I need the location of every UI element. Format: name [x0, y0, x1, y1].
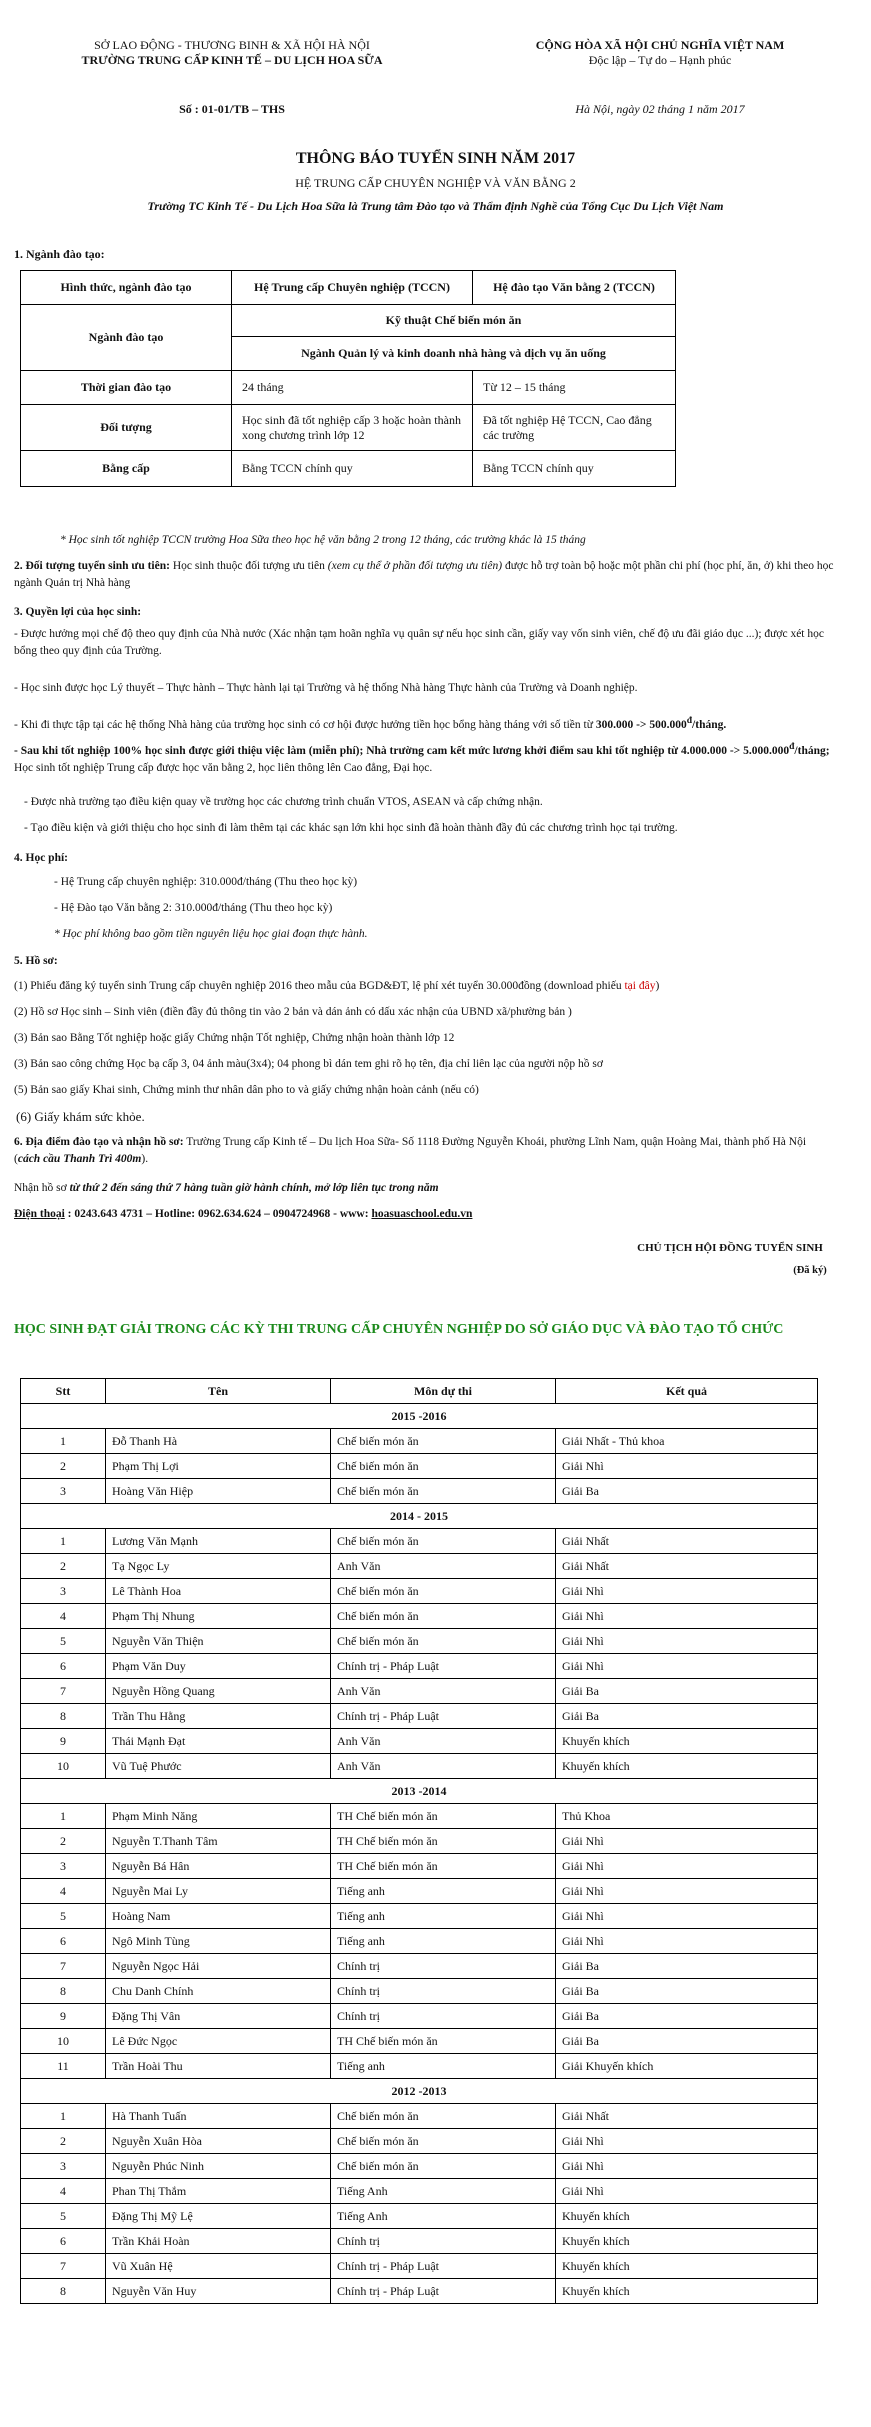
- results-body: [21, 1404, 818, 2304]
- results-award: Thủ Khoa: [556, 1804, 818, 1829]
- program-header-col1: Hình thức, ngành đào tạo: [21, 271, 232, 305]
- results-award: Giải Nhì: [556, 2129, 818, 2154]
- results-year-label: 2013 -2014: [21, 1779, 818, 1804]
- section-2: [14, 558, 834, 592]
- results-header-result: Kết quả: [556, 1379, 818, 1404]
- results-stt: 6: [21, 2229, 106, 2254]
- results-subject: Tiếng anh: [331, 2054, 556, 2079]
- results-title: HỌC SINH ĐẠT GIẢI TRONG CÁC KỲ THI TRUNG CẤP CHUYÊN NGHIỆP DO SỞ GIÁO DỤC VÀ ĐÀO TẠO TỔ CHỨC: [14, 1322, 784, 1337]
- benefit-4-unit: /tháng;: [794, 744, 830, 757]
- results-stt: 2: [21, 1454, 106, 1479]
- results-stt: 10: [21, 1754, 106, 1779]
- results-student-name: Vũ Tuệ Phước: [106, 1754, 331, 1779]
- results-year-row: [21, 1779, 818, 1804]
- results-stt: 9: [21, 2004, 106, 2029]
- results-award: Khuyến khích: [556, 2279, 818, 2304]
- results-student-name: Ngô Minh Tùng: [106, 1929, 331, 1954]
- results-stt: 4: [21, 1879, 106, 1904]
- results-stt: 2: [21, 2129, 106, 2154]
- results-table: [20, 1378, 818, 2304]
- results-award: Khuyến khích: [556, 2254, 818, 2279]
- document-item-6: (6) Giấy khám sức khỏe.: [16, 1109, 145, 1124]
- results-stt: 5: [21, 1904, 106, 1929]
- results-student-name: Tạ Ngọc Ly: [106, 1554, 331, 1579]
- section-6-heading: 6. Địa điểm đào tạo và nhận hồ sơ:: [14, 1136, 184, 1148]
- results-student-name: Nguyễn Hồng Quang: [106, 1679, 331, 1704]
- table-row: [21, 1854, 818, 1879]
- results-student-name: Phạm Văn Duy: [106, 1654, 331, 1679]
- results-award: Giải Nhì: [556, 1829, 818, 1854]
- table-row: [21, 2129, 818, 2154]
- results-student-name: Nguyễn Bá Hân: [106, 1854, 331, 1879]
- document-item-1: [14, 978, 834, 995]
- benefit-3-amount: 300.000 -> 500.000: [595, 718, 687, 731]
- results-award: Giải Nhì: [556, 1454, 818, 1479]
- results-award: Giải Nhì: [556, 1629, 818, 1654]
- results-subject: Chính trị: [331, 1954, 556, 1979]
- school-name: TRƯỜNG TRUNG CẤP KINH TẾ – DU LỊCH HOA SỮA: [81, 53, 383, 67]
- table-row: [21, 1904, 818, 1929]
- results-student-name: Phạm Thị Nhung: [106, 1604, 331, 1629]
- table-row: [21, 1429, 818, 1454]
- table-row: [21, 1979, 818, 2004]
- section-5-heading: 5. Hồ sơ:: [14, 955, 58, 967]
- results-award: Giải Nhất: [556, 2104, 818, 2129]
- results-stt: 10: [21, 2029, 106, 2054]
- fee-vb2: - Hệ Đào tạo Văn bằng 2: 310.000đ/tháng (Thu theo học kỳ): [54, 902, 333, 914]
- results-student-name: Trần Khải Hoàn: [106, 2229, 331, 2254]
- results-award: Giải Nhì: [556, 1654, 818, 1679]
- results-subject: Chính trị - Pháp Luật: [331, 1704, 556, 1729]
- document-number: Số : 01-01/TB – THS: [179, 102, 285, 116]
- results-student-name: Phan Thị Thắm: [106, 2179, 331, 2204]
- results-subject: TH Chế biến món ăn: [331, 1804, 556, 1829]
- results-stt: 7: [21, 2254, 106, 2279]
- results-stt: 8: [21, 1704, 106, 1729]
- results-student-name: Phạm Thị Lợi: [106, 1454, 331, 1479]
- table-row: [21, 2054, 818, 2079]
- results-award: Giải Nhì: [556, 1604, 818, 1629]
- results-header-stt: Stt: [21, 1379, 106, 1404]
- table-row: [21, 2204, 818, 2229]
- document-item-1-text: (1) Phiếu đăng ký tuyển sinh Trung cấp chuyên nghiệp 2016 theo mẫu của BGD&ĐT, lệ phí xét tuyển 30.000đồng (download phiếu: [14, 980, 625, 992]
- results-stt: 11: [21, 2054, 106, 2079]
- download-form-link[interactable]: tại đây: [624, 980, 656, 992]
- results-stt: 3: [21, 1579, 106, 1604]
- table-row: [21, 1929, 818, 1954]
- section-2-heading: 2. Đối tượng tuyển sinh ưu tiên:: [14, 560, 170, 572]
- results-award: Giải Nhất: [556, 1529, 818, 1554]
- results-subject: Tiếng anh: [331, 1929, 556, 1954]
- results-subject: Anh Văn: [331, 1554, 556, 1579]
- results-student-name: Lê Đức Ngọc: [106, 2029, 331, 2054]
- target-tccn: Học sinh đã tốt nghiệp cấp 3 hoặc hoàn thành xong chương trình lớp 12: [232, 405, 473, 451]
- table-row: [21, 1804, 818, 1829]
- row-label-duration: Thời gian đào tạo: [21, 371, 232, 405]
- results-subject: Tiếng Anh: [331, 2179, 556, 2204]
- results-stt: 1: [21, 1529, 106, 1554]
- results-award: Giải Ba: [556, 2029, 818, 2054]
- table-row: [21, 2229, 818, 2254]
- table-row: [21, 2254, 818, 2279]
- table-row: [21, 1679, 818, 1704]
- results-stt: 8: [21, 1979, 106, 2004]
- results-student-name: Thái Mạnh Đạt: [106, 1729, 331, 1754]
- results-subject: Chính trị - Pháp Luật: [331, 2279, 556, 2304]
- table-row: [21, 1654, 818, 1679]
- results-award: Giải Ba: [556, 1679, 818, 1704]
- results-award: Giải Nhì: [556, 1904, 818, 1929]
- results-stt: 5: [21, 1629, 106, 1654]
- results-award: Giải Nhất - Thủ khoa: [556, 1429, 818, 1454]
- table-row: [21, 1754, 818, 1779]
- results-stt: 1: [21, 2104, 106, 2129]
- receive-hours: [14, 1180, 834, 1197]
- benefit-6: - Tạo điều kiện và giới thiệu cho học sinh đi làm thêm tại các khác sạn lớn khi học sinh đã hoàn thành đầy đủ các chương trình học tại trường.: [24, 822, 678, 834]
- benefit-4-text: Học sinh tốt nghiệp Trung cấp được học văn bằng 2, học liên thông lên Cao đẳng, Đại học.: [14, 761, 433, 774]
- receive-label: Nhận hồ sơ: [14, 1182, 70, 1194]
- national-motto: Độc lập – Tự do – Hạnh phúc: [588, 53, 732, 67]
- results-year-row: [21, 2079, 818, 2104]
- receive-hours-text: từ thứ 2 đến sáng thứ 7 hàng tuần giờ hành chính, mở lớp liên tục trong năm: [69, 1182, 439, 1194]
- table-row: [21, 1454, 818, 1479]
- phone-numbers: : 0243.643 4731 – Hotline: 0962.634.624 – 0904724968 - www:: [64, 1208, 372, 1220]
- benefit-3-unit: /tháng.: [692, 718, 727, 731]
- document-item-5: (5) Bản sao giấy Khai sinh, Chứng minh thư nhân dân pho to và giấy chứng nhận hoàn cảnh (nếu có): [14, 1084, 479, 1096]
- signature-note: (Đã ký): [793, 1265, 827, 1276]
- results-subject: Chế biến món ăn: [331, 1454, 556, 1479]
- results-subject: Chế biến món ăn: [331, 1479, 556, 1504]
- results-year-row: [21, 1504, 818, 1529]
- notice-title: THÔNG BÁO TUYỂN SINH NĂM 2017: [295, 150, 576, 167]
- fee-tccn: - Hệ Trung cấp chuyên nghiệp: 310.000đ/tháng (Thu theo học kỳ): [54, 876, 358, 888]
- document-header: [0, 38, 871, 118]
- table-row: [21, 1954, 818, 1979]
- results-award: Khuyến khích: [556, 1754, 818, 1779]
- results-subject: Chế biến món ăn: [331, 1604, 556, 1629]
- results-subject: TH Chế biến món ăn: [331, 2029, 556, 2054]
- results-subject: Chế biến món ăn: [331, 1579, 556, 1604]
- results-year-row: [21, 1404, 818, 1429]
- results-student-name: Lê Thành Hoa: [106, 1579, 331, 1604]
- section-6-address: Trường Trung cấp Kinh tế – Du lịch Hoa Sữa- Số 1118 Đường Nguyễn Khoái, phường Lĩnh Nam, quận Hoàng Mai, thành phố Hà Nội (: [14, 1136, 807, 1165]
- benefit-4: [14, 738, 834, 777]
- table-row: [21, 1554, 818, 1579]
- results-student-name: Hà Thanh Tuấn: [106, 2104, 331, 2129]
- program-note: * Học sinh tốt nghiệp TCCN trường Hoa Sữa theo học hệ văn bằng 2 trong 12 tháng, các trường khác là 15 tháng: [60, 534, 586, 546]
- results-stt: 9: [21, 1729, 106, 1754]
- section-2-text: Học sinh thuộc đối tượng ưu tiên: [169, 560, 328, 572]
- results-year-label: 2012 -2013: [21, 2079, 818, 2104]
- results-subject: Chế biến món ăn: [331, 1629, 556, 1654]
- results-award: Giải Nhì: [556, 2154, 818, 2179]
- results-student-name: Chu Danh Chính: [106, 1979, 331, 2004]
- section-2-text-cont: được hỗ trợ toàn bộ hoặc một phần chi phí (học phí, ăn, ở) khi theo học ngành Quản trị Nhà hàng: [14, 560, 834, 589]
- results-student-name: Vũ Xuân Hệ: [106, 2254, 331, 2279]
- results-stt: 3: [21, 1479, 106, 1504]
- results-award: Giải Ba: [556, 1979, 818, 2004]
- results-student-name: Nguyễn Văn Thiện: [106, 1629, 331, 1654]
- results-subject: Chính trị: [331, 2004, 556, 2029]
- table-row: [21, 1829, 818, 1854]
- table-row: [21, 2004, 818, 2029]
- phone-label: Điện thoại: [14, 1208, 65, 1220]
- section-6: [14, 1134, 834, 1168]
- results-student-name: Nguyễn Xuân Hòa: [106, 2129, 331, 2154]
- benefit-5: - Được nhà trường tạo điều kiện quay về trường học các chương trình chuẩn VTOS, ASEAN và cấp chứng nhận.: [24, 796, 543, 808]
- program-table: [20, 270, 676, 487]
- program-header-col3: Hệ đào tạo Văn bằng 2 (TCCN): [473, 271, 676, 305]
- results-stt: 2: [21, 1829, 106, 1854]
- results-student-name: Nguyễn Mai Ly: [106, 1879, 331, 1904]
- results-subject: Chế biến món ăn: [331, 2104, 556, 2129]
- school-tagline: Trường TC Kinh Tế - Du Lịch Hoa Sữa là Trung tâm Đào tạo và Thẩm định Nghề của Tổng Cục Du Lịch Việt Nam: [147, 199, 724, 213]
- duration-vb2: Từ 12 – 15 tháng: [473, 371, 676, 405]
- results-stt: 3: [21, 2154, 106, 2179]
- results-header-subject: Môn dự thi: [331, 1379, 556, 1404]
- results-subject: Anh Văn: [331, 1679, 556, 1704]
- table-row: [21, 1479, 818, 1504]
- results-subject: Anh Văn: [331, 1729, 556, 1754]
- section-3-heading: 3. Quyền lợi của học sinh:: [14, 606, 142, 618]
- section-4-heading: 4. Học phí:: [14, 852, 68, 864]
- results-student-name: Đỗ Thanh Hà: [106, 1429, 331, 1454]
- row-label-degree: Bằng cấp: [21, 451, 232, 487]
- results-award: Giải Khuyến khích: [556, 2054, 818, 2079]
- results-stt: 1: [21, 1804, 106, 1829]
- results-header-name: Tên: [106, 1379, 331, 1404]
- fee-note: * Học phí không bao gồm tiền nguyên liệu học giai đoạn thực hành.: [54, 928, 368, 940]
- results-student-name: Nguyễn Phúc Ninh: [106, 2154, 331, 2179]
- notice-subtitle: HỆ TRUNG CẤP CHUYÊN NGHIỆP VÀ VĂN BẰNG 2: [295, 176, 576, 190]
- results-award: Giải Nhì: [556, 1579, 818, 1604]
- results-award: Giải Nhì: [556, 1879, 818, 1904]
- table-row: [21, 1704, 818, 1729]
- row-label-target: Đối tượng: [21, 405, 232, 451]
- table-row: [21, 2179, 818, 2204]
- results-award: Giải Nhì: [556, 2179, 818, 2204]
- results-student-name: Trần Hoài Thu: [106, 2054, 331, 2079]
- results-subject: Chế biến món ăn: [331, 2129, 556, 2154]
- section-6-landmark: cách cầu Thanh Trì 400m: [17, 1153, 142, 1165]
- results-stt: 8: [21, 2279, 106, 2304]
- national-title: CỘNG HÒA XÃ HỘI CHỦ NGHĨA VIỆT NAM: [535, 38, 785, 52]
- table-row: [21, 2279, 818, 2304]
- results-year-label: 2015 -2016: [21, 1404, 818, 1429]
- results-student-name: Hoàng Văn Hiệp: [106, 1479, 331, 1504]
- results-stt: 7: [21, 1954, 106, 1979]
- results-stt: 5: [21, 2204, 106, 2229]
- degree-tccn: Bằng TCCN chính quy: [232, 451, 473, 487]
- table-row: [21, 1579, 818, 1604]
- table-row: [21, 1604, 818, 1629]
- program-header-col2: Hệ Trung cấp Chuyên nghiệp (TCCN): [232, 271, 473, 305]
- table-row: [21, 2104, 818, 2129]
- table-row: [21, 1729, 818, 1754]
- results-subject: TH Chế biến món ăn: [331, 1829, 556, 1854]
- results-student-name: Nguyễn Ngọc Hải: [106, 1954, 331, 1979]
- results-subject: Chính trị - Pháp Luật: [331, 1654, 556, 1679]
- results-subject: Chính trị: [331, 2229, 556, 2254]
- section-2-italic: (xem cụ thể ở phần đối tượng ưu tiên): [327, 560, 503, 572]
- benefit-3: [14, 712, 834, 734]
- benefit-3-currency: đ: [686, 715, 693, 726]
- results-subject: Tiếng Anh: [331, 2204, 556, 2229]
- results-stt: 3: [21, 1854, 106, 1879]
- target-vb2: Đã tốt nghiệp Hệ TCCN, Cao đẳng các trường: [473, 405, 676, 451]
- results-award: Khuyến khích: [556, 2229, 818, 2254]
- results-award: Khuyến khích: [556, 2204, 818, 2229]
- results-award: Giải Nhất: [556, 1554, 818, 1579]
- results-student-name: Nguyễn Văn Huy: [106, 2279, 331, 2304]
- results-student-name: Hoàng Nam: [106, 1904, 331, 1929]
- signature-title: CHỦ TỊCH HỘI ĐỒNG TUYỂN SINH: [637, 1242, 823, 1254]
- table-row: [21, 2154, 818, 2179]
- results-subject: Tiếng anh: [331, 1904, 556, 1929]
- major-1: Kỹ thuật Chế biến món ăn: [232, 305, 676, 337]
- results-stt: 7: [21, 1679, 106, 1704]
- results-stt: 4: [21, 2179, 106, 2204]
- results-student-name: Trần Thu Hằng: [106, 1704, 331, 1729]
- document-item-4: (3) Bản sao công chứng Học bạ cấp 3, 04 ảnh màu(3x4); 04 phong bì dán tem ghi rõ họ tên, địa chỉ liên lạc của người nộp hồ sơ: [14, 1058, 603, 1070]
- website-link[interactable]: hoasuaschool.edu.vn: [371, 1208, 473, 1220]
- results-award: Giải Nhì: [556, 1854, 818, 1879]
- section-1-heading: 1. Ngành đào tạo:: [14, 247, 105, 261]
- contact-line: [14, 1206, 834, 1223]
- results-subject: Chế biến món ăn: [331, 2154, 556, 2179]
- table-row: [21, 1879, 818, 1904]
- results-student-name: Đặng Thị Mỹ Lệ: [106, 2204, 331, 2229]
- section-6-close: ).: [141, 1153, 149, 1165]
- degree-vb2: Bằng TCCN chính quy: [473, 451, 676, 487]
- benefit-1: - Được hưởng mọi chế độ theo quy định của Nhà nước (Xác nhận tạm hoãn nghĩa vụ quân sự nếu học sinh cần, giấy vay vốn sinh viên, chế độ ưu đãi giáo dục ...); được xét học bổng theo quy định của Trường.: [14, 628, 824, 657]
- benefit-4-bold: - Sau khi tốt nghiệp 100% học sinh được giới thiệu việc làm (miễn phí); Nhà trường cam kết mức lương khởi điểm sau khi tốt nghiệp từ 4.000.000 -> 5.000.000: [14, 744, 790, 757]
- major-2: Ngành Quản lý và kinh doanh nhà hàng và dịch vụ ăn uống: [232, 337, 676, 371]
- row-label-major: Ngành đào tạo: [21, 305, 232, 371]
- results-stt: 6: [21, 1654, 106, 1679]
- document-item-2: (2) Hồ sơ Học sinh – Sinh viên (điền đầy đủ thông tin vào 2 bản và dán ảnh có dấu xác nhận của UBND xã/phường bản ): [14, 1006, 572, 1018]
- table-row: [21, 2029, 818, 2054]
- duration-tccn: 24 tháng: [232, 371, 473, 405]
- results-student-name: Lương Văn Mạnh: [106, 1529, 331, 1554]
- results-student-name: Phạm Minh Năng: [106, 1804, 331, 1829]
- results-stt: 4: [21, 1604, 106, 1629]
- benefit-3-text: - Khi đi thực tập tại các hệ thống Nhà hàng của trường học sinh có cơ hội được hưởng tiền học bổng hàng tháng với số tiền từ: [14, 718, 596, 731]
- results-award: Giải Nhì: [556, 1929, 818, 1954]
- results-student-name: Nguyễn T.Thanh Tâm: [106, 1829, 331, 1854]
- results-award: Giải Ba: [556, 1479, 818, 1504]
- table-row: [21, 1529, 818, 1554]
- results-subject: Tiếng anh: [331, 1879, 556, 1904]
- results-award: Khuyến khích: [556, 1729, 818, 1754]
- results-award: Giải Ba: [556, 1704, 818, 1729]
- results-subject: Chính trị: [331, 1979, 556, 2004]
- results-student-name: Đặng Thị Vân: [106, 2004, 331, 2029]
- table-row: [21, 1629, 818, 1654]
- results-subject: TH Chế biến món ăn: [331, 1854, 556, 1879]
- document-date: Hà Nội, ngày 02 tháng 1 năm 2017: [575, 102, 745, 116]
- results-stt: 2: [21, 1554, 106, 1579]
- results-year-label: 2014 - 2015: [21, 1504, 818, 1529]
- document-item-3: (3) Bản sao Bằng Tốt nghiệp hoặc giấy Chứng nhận Tốt nghiệp, Chứng nhận hoàn thành lớp 12: [14, 1032, 455, 1044]
- benefit-2: - Học sinh được học Lý thuyết – Thực hành – Thực hành lại tại Trường và hệ thống Nhà hàng Thực hành của Trường và Doanh nghiệp.: [14, 682, 638, 694]
- results-award: Giải Ba: [556, 2004, 818, 2029]
- results-stt: 6: [21, 1929, 106, 1954]
- ministry-name: SỞ LAO ĐỘNG - THƯƠNG BINH & XÃ HỘI HÀ NỘI: [94, 38, 370, 52]
- results-subject: Chế biến món ăn: [331, 1429, 556, 1454]
- results-stt: 1: [21, 1429, 106, 1454]
- results-award: Giải Ba: [556, 1954, 818, 1979]
- benefit-4-currency: đ: [789, 741, 795, 752]
- results-subject: Chế biến món ăn: [331, 1529, 556, 1554]
- results-subject: Anh Văn: [331, 1754, 556, 1779]
- results-subject: Chính trị - Pháp Luật: [331, 2254, 556, 2279]
- document-item-1-close: ): [655, 980, 660, 992]
